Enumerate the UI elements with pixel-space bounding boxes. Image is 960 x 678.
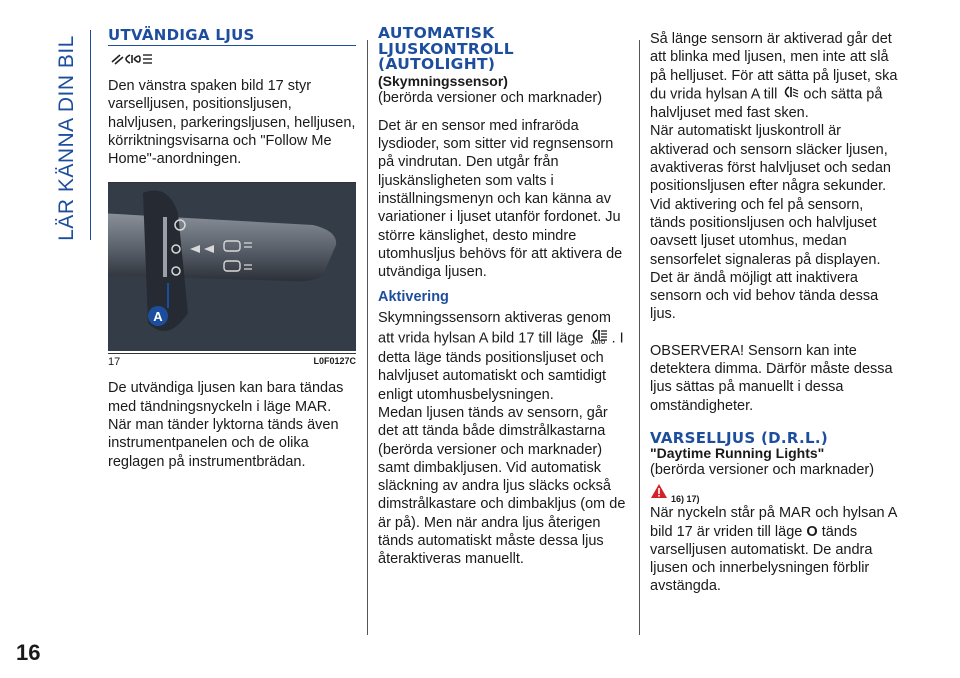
section-heading-autolight: AUTOMATISK LJUSKONTROLL (AUTOLIGHT) (378, 24, 514, 73)
figure-code: L0F0127C (313, 356, 356, 367)
activation-text-a: Skymningssensorn aktiveras genom att vrida hylsan A bild 17 till läge (378, 310, 611, 347)
section-heading-exterior-lights (108, 28, 356, 46)
warning-refs-text: 16) 17) (671, 494, 700, 505)
figure-marker-a: A (153, 309, 163, 325)
sensor-paragraph: Det är en sensor med infraröda lysdioder, som sitter vid regnsensorn på vindrutan. Den utgår från ljuskänsligheten som valts i inställningsmenyn och kan känna av variationer i ljuset utanför fordonet. Ju större känslighet, desto mindre utomhusljus behövs för att aktivera de utvändiga ljusen. (378, 117, 623, 281)
fog-warning-paragraph: OBSERVERA! Sensorn kan inte detektera dimma. Därför måste dessa ljus sättas på manuellt i dessa omständigheter. (650, 342, 893, 414)
column-exterior-lights (108, 28, 356, 471)
chapter-title-text: LÄR KÄNNA DIN BIL (55, 34, 79, 241)
column-autolight (378, 26, 630, 569)
figure-caption (108, 353, 356, 368)
autolight-subheading: (Skymningssensor) (378, 72, 508, 89)
flash-paragraph (650, 30, 900, 122)
flash-text-a: Så länge sensorn är aktiverad går det att blinka med ljusen, men inte att slå på helljuset. För att sätta på ljuset, ska du vrida hylsan A till (650, 31, 898, 103)
drl-position-o: O (806, 523, 818, 540)
drl-paragraph (650, 504, 900, 595)
exterior-lights-icon (108, 52, 356, 71)
column-divider (367, 40, 368, 635)
drl-text-a: När nyckeln står på MAR och hylsan A bild 17 är vriden till läge (650, 505, 897, 540)
activation-text-b: . I detta läge tänds positionsljuset och halvljuset automatiskt och samtidigt enligt utomhusbelysningen. (378, 330, 624, 403)
intro-paragraph: Den vänstra spaken bild 17 styr varselljusen, positionsljusen, halvljusen, parkeringsljusen, helljusen, körriktningsvisarna och "Follow Me Home"-anordningen. (108, 78, 356, 168)
column-divider (639, 40, 640, 635)
activation-paragraph (378, 309, 630, 403)
activation-heading: Aktivering (378, 289, 449, 306)
drl-text-b: tänds varselljusen automatiskt. De andra ljusen och innerbelysningen förblir avstängda. (650, 523, 873, 595)
foglights-paragraph: Medan ljusen tänds av sensorn, går det att tända både dimstrålkastarna (berörda versioner och marknader) samt dimbakljusen. Vid automatisk släckning av andra ljus släcks också dimstrålkastare och dimbakljus (om de är på). Men när andra ljus återigen tänds automatiskt måste dessa ljus återaktiveras manuellt. (378, 404, 626, 568)
figure-number: 17 (108, 356, 121, 369)
heading-text: UTVÄNDIGA LJUS (108, 26, 255, 44)
low-beam-icon (781, 85, 799, 104)
sensor-off-paragraph: När automatiskt ljuskontroll är aktiverad och sensorn släcker ljusen, avaktiveras först halvljuset och sedan positionsljusen efter några sekunder. Vid aktivering och fel på sensorn, tänds positionsljusen och halvljuset oavsett ljuset utomhus, medan sensorfelet signaleras på displayen. Det är ändå möjligt att inaktivera sensorn och vid behov tända dessa ljus. (650, 123, 891, 323)
flash-text-b: och sätta på halvljuset med fast sken. (650, 86, 883, 122)
page-number: 16 (16, 640, 41, 665)
ignition-paragraph: De utvändiga ljusen kan bara tändas med tändningsnyckeln i läge MAR. När man tänder lyktorna tänds även instrumentpanelen och de olika reglagen på instrumentbrädan. (108, 380, 344, 470)
drl-note: (berörda versioner och marknader) (650, 461, 875, 478)
warning-refs (650, 483, 900, 504)
auto-light-icon (588, 328, 608, 349)
drl-subheading: "Daytime Running Lights" (650, 444, 825, 461)
column-drl (650, 30, 900, 596)
svg-text:AUTO: AUTO (590, 339, 605, 344)
section-heading-drl: VARSELLJUS (D.R.L.) (650, 428, 829, 447)
chapter-side-title (52, 30, 82, 245)
figure-17 (108, 182, 356, 371)
autolight-note: (berörda versioner och marknader) (378, 89, 603, 106)
lever-illustration (108, 183, 356, 351)
warning-triangle-icon (650, 483, 668, 504)
side-rule (90, 30, 91, 240)
